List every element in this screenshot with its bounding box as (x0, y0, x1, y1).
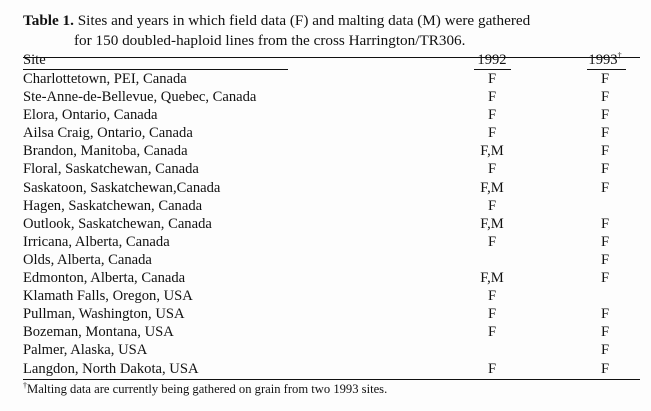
site-cell: Ailsa Craig, Ontario, Canada (23, 125, 193, 142)
table-row (0, 70, 651, 88)
footnote (23, 382, 387, 397)
header-1993 (575, 51, 635, 69)
cell-1993: F (600, 306, 610, 323)
site-cell: Charlottetown, PEI, Canada (23, 71, 187, 87)
site-cell: Klamath Falls, Oregon, USA (23, 288, 193, 305)
table-body (0, 70, 651, 378)
cell-1993: F (600, 107, 610, 124)
cell-1992: F,M (480, 143, 504, 160)
caption-line2: for 150 doubled-haploid lines from the cross Harrington/TR306. (74, 32, 466, 49)
cell-1992: F (487, 89, 497, 106)
cell-1992: F (487, 125, 497, 142)
site-cell: Palmer, Alaska, USA (23, 342, 148, 359)
table-row (0, 106, 651, 124)
site-cell: Saskatoon, Saskatchewan,Canada (23, 179, 221, 196)
header-1993-dagger: † (617, 51, 622, 61)
cell-1992: F (487, 360, 497, 377)
cell-1993: F (600, 360, 610, 377)
site-cell: Irricana, Alberta, Canada (23, 233, 170, 250)
cell-1993: F (600, 143, 610, 160)
bottom-rule (23, 379, 640, 380)
cell-1993: F (600, 125, 610, 142)
site-cell: Edmonton, Alberta, Canada (23, 270, 186, 287)
cell-1992: F (487, 233, 497, 250)
site-cell: Ste-Anne-de-Bellevue, Quebec, Canada (23, 89, 257, 106)
table-row (0, 341, 651, 359)
table-row (0, 142, 651, 160)
site-cell: Outlook, Saskatchewan, Canada (23, 215, 212, 232)
caption-label: Table 1. (23, 12, 74, 29)
cell-1993: F (600, 324, 610, 341)
table-row (0, 360, 651, 378)
table-caption (23, 11, 638, 51)
header-1992-text: 1992 (477, 52, 507, 68)
cell-1993: F (600, 270, 610, 287)
caption-line1: Sites and years in which field data (F) and malting data (M) were gathered (77, 12, 531, 29)
cell-1992: F (487, 161, 497, 178)
table-row (0, 269, 651, 287)
footnote-dagger: † (23, 380, 27, 390)
header-1993-text: 1993 (588, 52, 618, 68)
cell-1993: F (600, 233, 610, 250)
table-row (0, 88, 651, 106)
table-row (0, 233, 651, 251)
cell-1993: F (600, 71, 610, 87)
table-row (0, 323, 651, 341)
cell-1992: F (487, 324, 497, 341)
cell-1992: F,M (480, 270, 504, 287)
cell-1993: F (600, 89, 610, 106)
table-row (0, 251, 651, 269)
cell-1992: F (487, 306, 497, 323)
cell-1993: F (600, 215, 610, 232)
cell-1993: F (600, 342, 610, 359)
table-row (0, 160, 651, 178)
table-row (0, 179, 651, 197)
cell-1992: F (487, 288, 497, 305)
cell-1992: F (487, 107, 497, 124)
site-cell: Pullman, Washington, USA (23, 306, 185, 323)
cell-1993: F (600, 251, 610, 268)
site-cell: Elora, Ontario, Canada (23, 107, 158, 124)
cell-1992: F,M (480, 215, 504, 232)
cell-1993: F (600, 179, 610, 196)
top-rule (23, 57, 640, 58)
cell-1993: F (600, 161, 610, 178)
site-cell: Langdon, North Dakota, USA (23, 360, 199, 377)
cell-1992: F,M (480, 179, 504, 196)
table-row (0, 305, 651, 323)
table-row (0, 287, 651, 305)
cell-1992: F (487, 197, 497, 214)
header-1992 (462, 51, 522, 69)
table-row (0, 197, 651, 215)
cell-1992: F (487, 71, 497, 87)
site-cell: Bozeman, Montana, USA (23, 324, 174, 341)
footnote-text: Malting data are currently being gathered on grain from two 1993 sites. (27, 382, 388, 396)
table-row (0, 124, 651, 142)
site-cell: Hagen, Saskatchewan, Canada (23, 197, 203, 214)
site-cell: Olds, Alberta, Canada (23, 251, 152, 268)
site-cell: Brandon, Manitoba, Canada (23, 143, 188, 160)
header-site: Site (23, 52, 46, 68)
site-cell: Floral, Saskatchewan, Canada (23, 161, 199, 178)
table-row (0, 215, 651, 233)
